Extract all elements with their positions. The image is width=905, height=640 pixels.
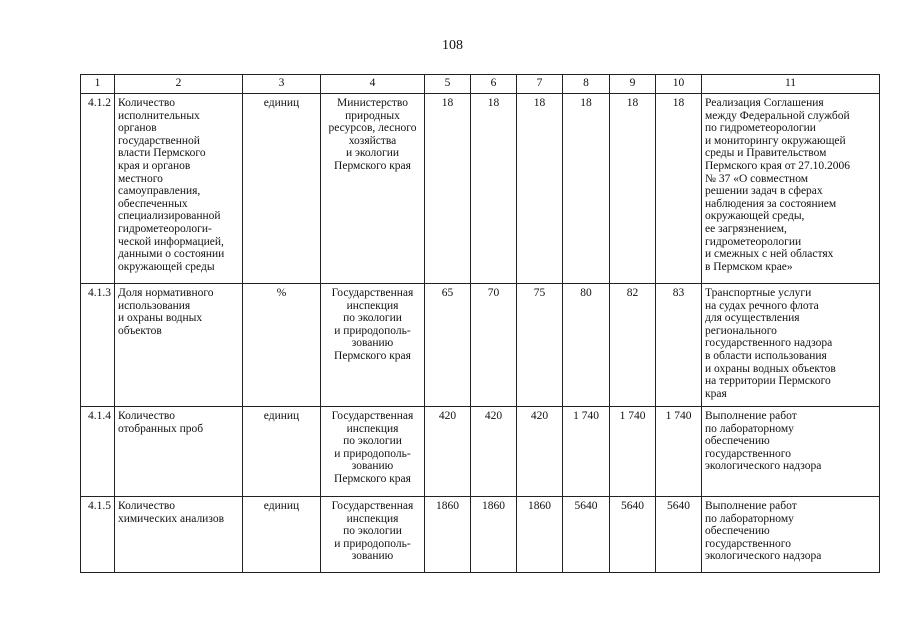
indicator-name: Количество исполнительных органов государственной власти Пермского края и органов местного самоуправления, обеспеченных специализированной гидрометеорологи- ческой информацией, данными о состоянии окружающей среды: [115, 94, 243, 284]
value-col8: 80: [563, 284, 610, 407]
value-col10: 1 740: [656, 407, 702, 497]
table-row: [81, 407, 880, 497]
page-number: 108: [442, 38, 463, 53]
column-header: 6: [471, 75, 517, 94]
indicator-name: Доля нормативного использования и охраны водных объектов: [115, 284, 243, 407]
value-col6: 1860: [471, 497, 517, 573]
table-row: [81, 94, 880, 284]
responsible-org: Государственная инспекция по экологии и природополь- зованию Пермского края: [321, 284, 425, 407]
responsible-org: Государственная инспекция по экологии и природополь- зованию: [321, 497, 425, 573]
unit-cell: единиц: [243, 94, 321, 284]
column-header: 4: [321, 75, 425, 94]
value-col10: 18: [656, 94, 702, 284]
unit-cell: единиц: [243, 407, 321, 497]
header-row: [81, 75, 880, 94]
value-col8: 5640: [563, 497, 610, 573]
column-header: 8: [563, 75, 610, 94]
row-code: 4.1.2: [81, 94, 115, 284]
value-col6: 420: [471, 407, 517, 497]
note-cell: Выполнение работ по лабораторному обеспечению государственного экологического надзора: [702, 497, 880, 573]
value-col7: 75: [517, 284, 563, 407]
value-col5: 420: [425, 407, 471, 497]
value-col6: 18: [471, 94, 517, 284]
indicator-name: Количество химических анализов: [115, 497, 243, 573]
column-header: 1: [81, 75, 115, 94]
unit-cell: %: [243, 284, 321, 407]
value-col7: 420: [517, 407, 563, 497]
value-col5: 65: [425, 284, 471, 407]
table-row: [81, 284, 880, 407]
note-cell: Реализация Соглашения между Федеральной службой по гидрометеорологии и мониторингу окружающей среды и Правительством Пермского края от 27.10.2006 № 37 «О совместном решении задач в сферах наблюдения за состоянием окружающей среды, ее загрязнением, гидрометеорологии и смежных с ней областях в Пермском крае»: [702, 94, 880, 284]
column-header: 9: [610, 75, 656, 94]
row-code: 4.1.3: [81, 284, 115, 407]
responsible-org: Министерство природных ресурсов, лесного хозяйства и экологии Пермского края: [321, 94, 425, 284]
row-code: 4.1.5: [81, 497, 115, 573]
indicators-table: [80, 74, 880, 573]
note-cell: Выполнение работ по лабораторному обеспечению государственного экологического надзора: [702, 407, 880, 497]
indicator-name: Количество отобранных проб: [115, 407, 243, 497]
value-col9: 18: [610, 94, 656, 284]
unit-cell: единиц: [243, 497, 321, 573]
note-cell: Транспортные услуги на судах речного флота для осуществления регионального государственного надзора в области использования и охраны водных объектов на территории Пермского края: [702, 284, 880, 407]
column-header: 5: [425, 75, 471, 94]
responsible-org: Государственная инспекция по экологии и природополь- зованию Пермского края: [321, 407, 425, 497]
value-col10: 83: [656, 284, 702, 407]
column-header: 11: [702, 75, 880, 94]
value-col9: 5640: [610, 497, 656, 573]
column-header: 10: [656, 75, 702, 94]
value-col8: 1 740: [563, 407, 610, 497]
value-col6: 70: [471, 284, 517, 407]
column-header: 7: [517, 75, 563, 94]
value-col10: 5640: [656, 497, 702, 573]
value-col5: 18: [425, 94, 471, 284]
value-col5: 1860: [425, 497, 471, 573]
value-col8: 18: [563, 94, 610, 284]
row-code: 4.1.4: [81, 407, 115, 497]
value-col7: 18: [517, 94, 563, 284]
column-header: 2: [115, 75, 243, 94]
column-header: 3: [243, 75, 321, 94]
table-row: [81, 497, 880, 573]
value-col9: 1 740: [610, 407, 656, 497]
value-col7: 1860: [517, 497, 563, 573]
value-col9: 82: [610, 284, 656, 407]
